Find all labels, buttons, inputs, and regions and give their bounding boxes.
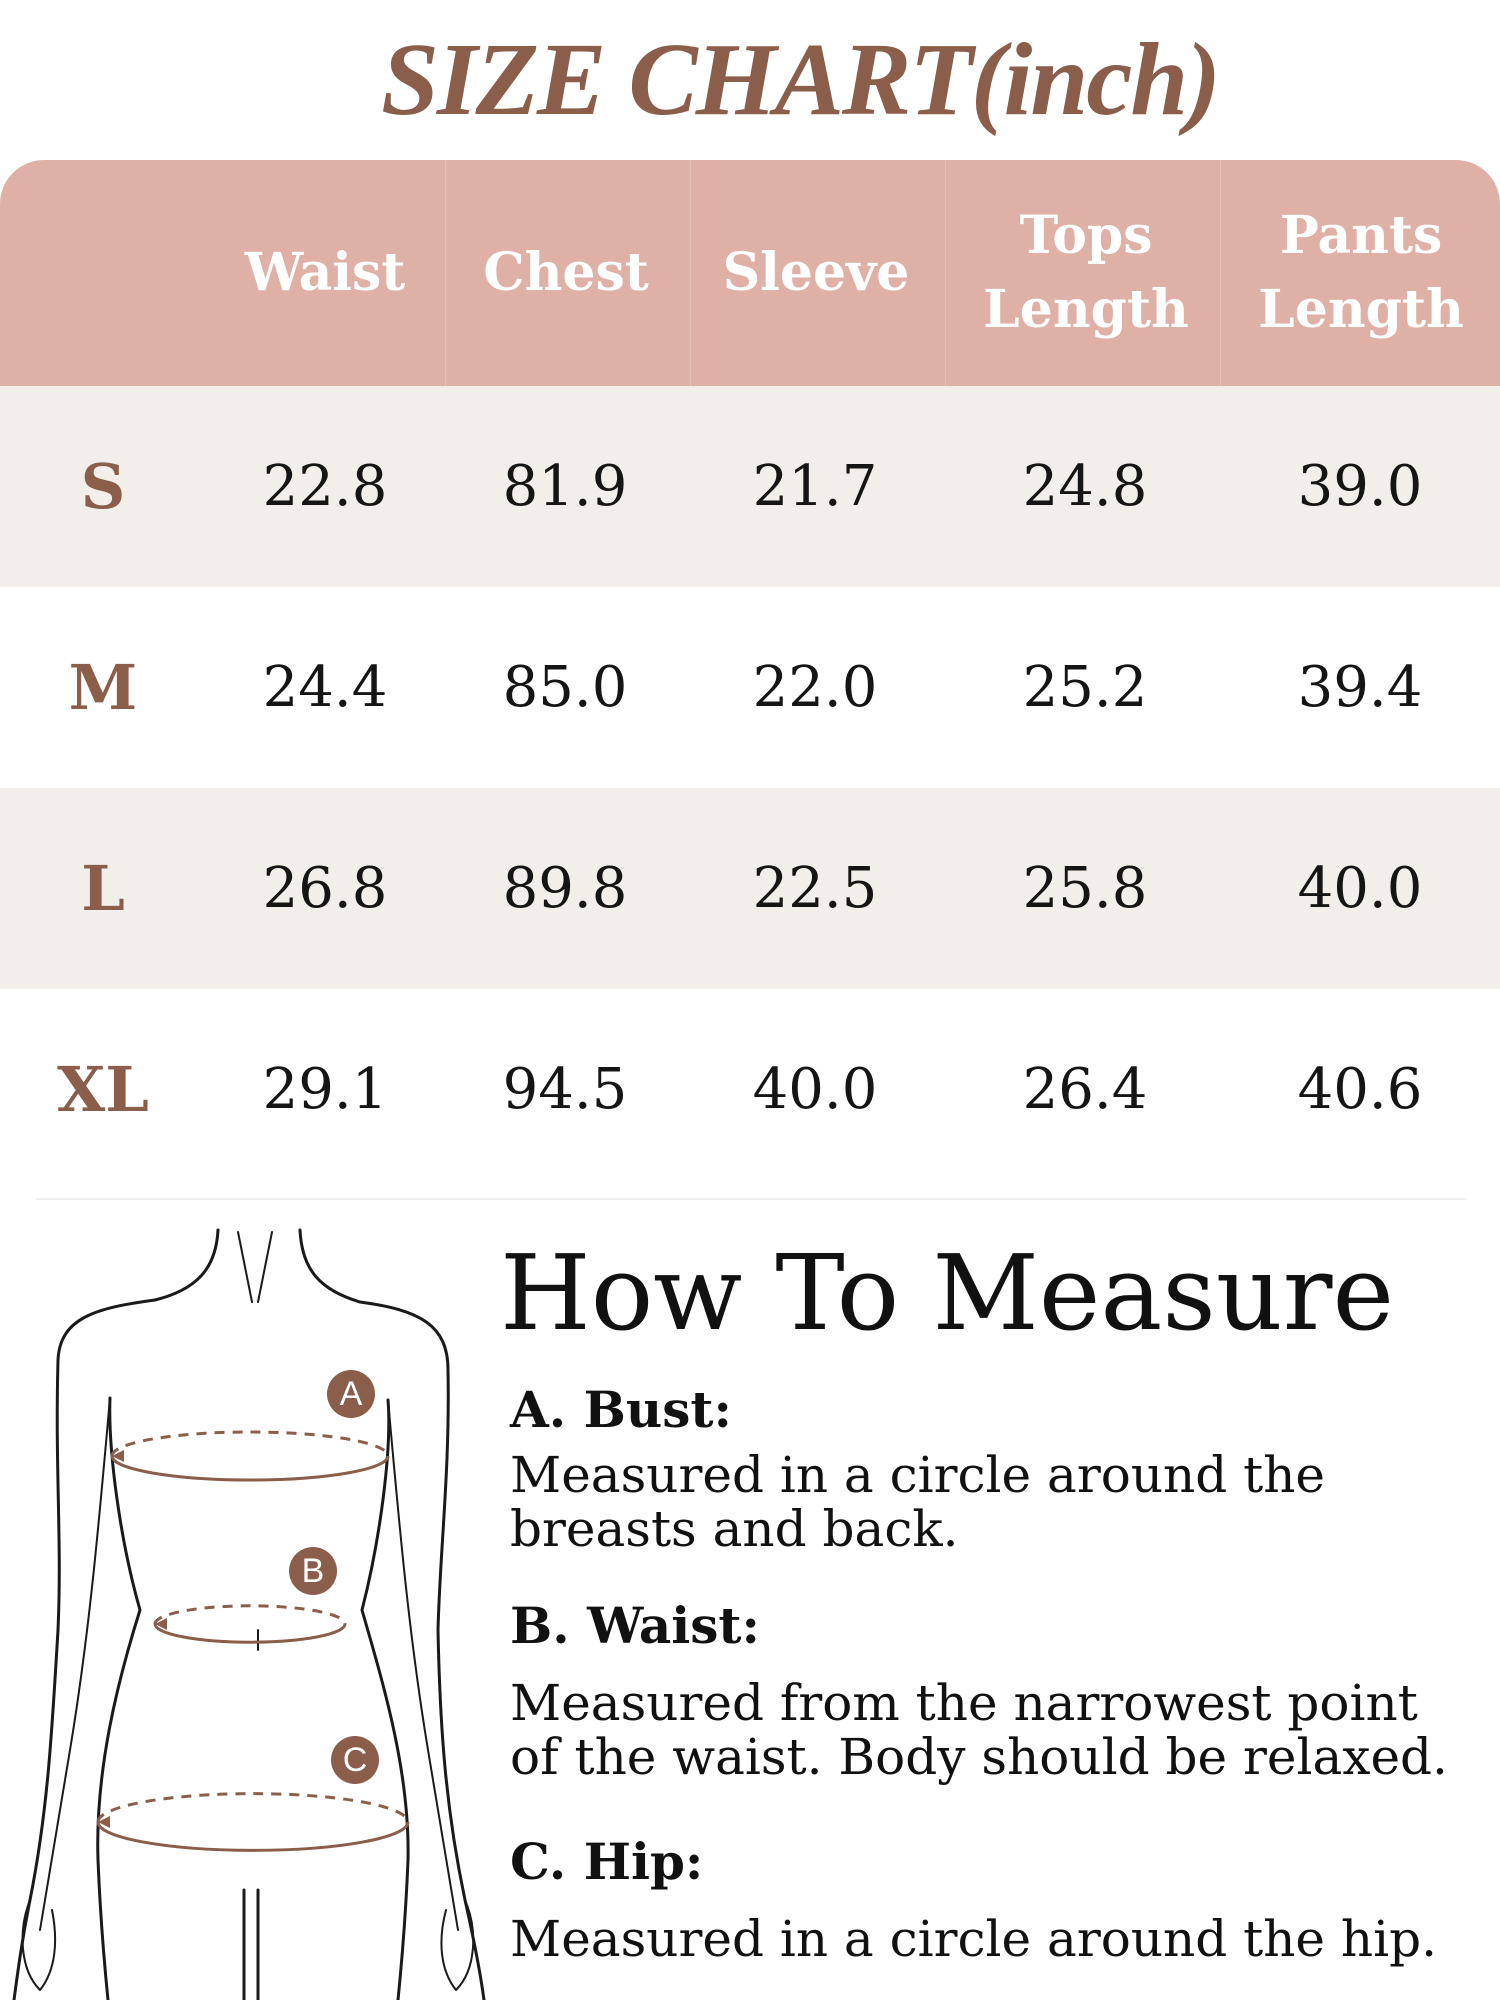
header-tops-length: Tops Length bbox=[945, 160, 1226, 386]
cell-pants-length: 39.0 bbox=[1297, 454, 1423, 519]
header-chest: Chest bbox=[445, 160, 686, 386]
table-row bbox=[0, 788, 1500, 989]
hip-description: Measured in a circle around the hip. bbox=[510, 1910, 1438, 1968]
marker-a-icon: A bbox=[327, 1370, 375, 1418]
table-header bbox=[0, 160, 1500, 386]
cell-tops-length: 25.8 bbox=[1022, 856, 1148, 921]
cell-sleeve: 22.5 bbox=[752, 856, 878, 921]
size-label: S bbox=[80, 450, 126, 523]
cell-chest: 81.9 bbox=[502, 454, 628, 519]
section-divider bbox=[36, 1198, 1466, 1200]
cell-chest: 85.0 bbox=[502, 655, 628, 720]
hip-label: C. Hip: bbox=[510, 1832, 704, 1891]
table-row bbox=[0, 587, 1500, 788]
size-label: M bbox=[68, 651, 138, 724]
cell-sleeve: 22.0 bbox=[752, 655, 878, 720]
header-waist: Waist bbox=[244, 242, 406, 303]
body-figure-illustration bbox=[0, 1210, 500, 2000]
bust-description: Measured in a circle around the breasts and back. bbox=[510, 1446, 1326, 1558]
cell-waist: 22.8 bbox=[262, 454, 388, 519]
cell-pants-length: 39.4 bbox=[1297, 655, 1423, 720]
header-pants-length: Pants Length bbox=[1220, 160, 1500, 386]
cell-chest: 89.8 bbox=[502, 856, 628, 921]
size-label: XL bbox=[57, 1053, 149, 1126]
marker-c-icon: C bbox=[331, 1736, 379, 1784]
cell-tops-length: 26.4 bbox=[1022, 1057, 1148, 1122]
cell-pants-length: 40.6 bbox=[1297, 1057, 1423, 1122]
cell-chest: 94.5 bbox=[502, 1057, 628, 1122]
header-sleeve: Sleeve bbox=[690, 160, 941, 386]
cell-waist: 26.8 bbox=[262, 856, 388, 921]
body-outline bbox=[0, 1210, 500, 2000]
waist-description: Measured from the narrowest point of the waist. Body should be relaxed. bbox=[510, 1674, 1448, 1786]
table-row bbox=[0, 386, 1500, 587]
table-row bbox=[0, 989, 1500, 1190]
cell-tops-length: 24.8 bbox=[1022, 454, 1148, 519]
waist-label: B. Waist: bbox=[510, 1596, 760, 1655]
size-chart-table bbox=[0, 160, 1500, 1190]
cell-sleeve: 40.0 bbox=[752, 1057, 878, 1122]
cell-waist: 29.1 bbox=[262, 1057, 388, 1122]
cell-tops-length: 25.2 bbox=[1022, 655, 1148, 720]
size-label: L bbox=[81, 852, 125, 925]
cell-pants-length: 40.0 bbox=[1297, 856, 1423, 921]
marker-b-icon: B bbox=[289, 1547, 337, 1595]
cell-waist: 24.4 bbox=[262, 655, 388, 720]
cell-sleeve: 21.7 bbox=[752, 454, 878, 519]
how-to-measure-title: How To Measure bbox=[500, 1232, 1395, 1354]
bust-label: A. Bust: bbox=[510, 1380, 732, 1439]
page-title: SIZE CHART(inch) bbox=[381, 22, 1219, 137]
